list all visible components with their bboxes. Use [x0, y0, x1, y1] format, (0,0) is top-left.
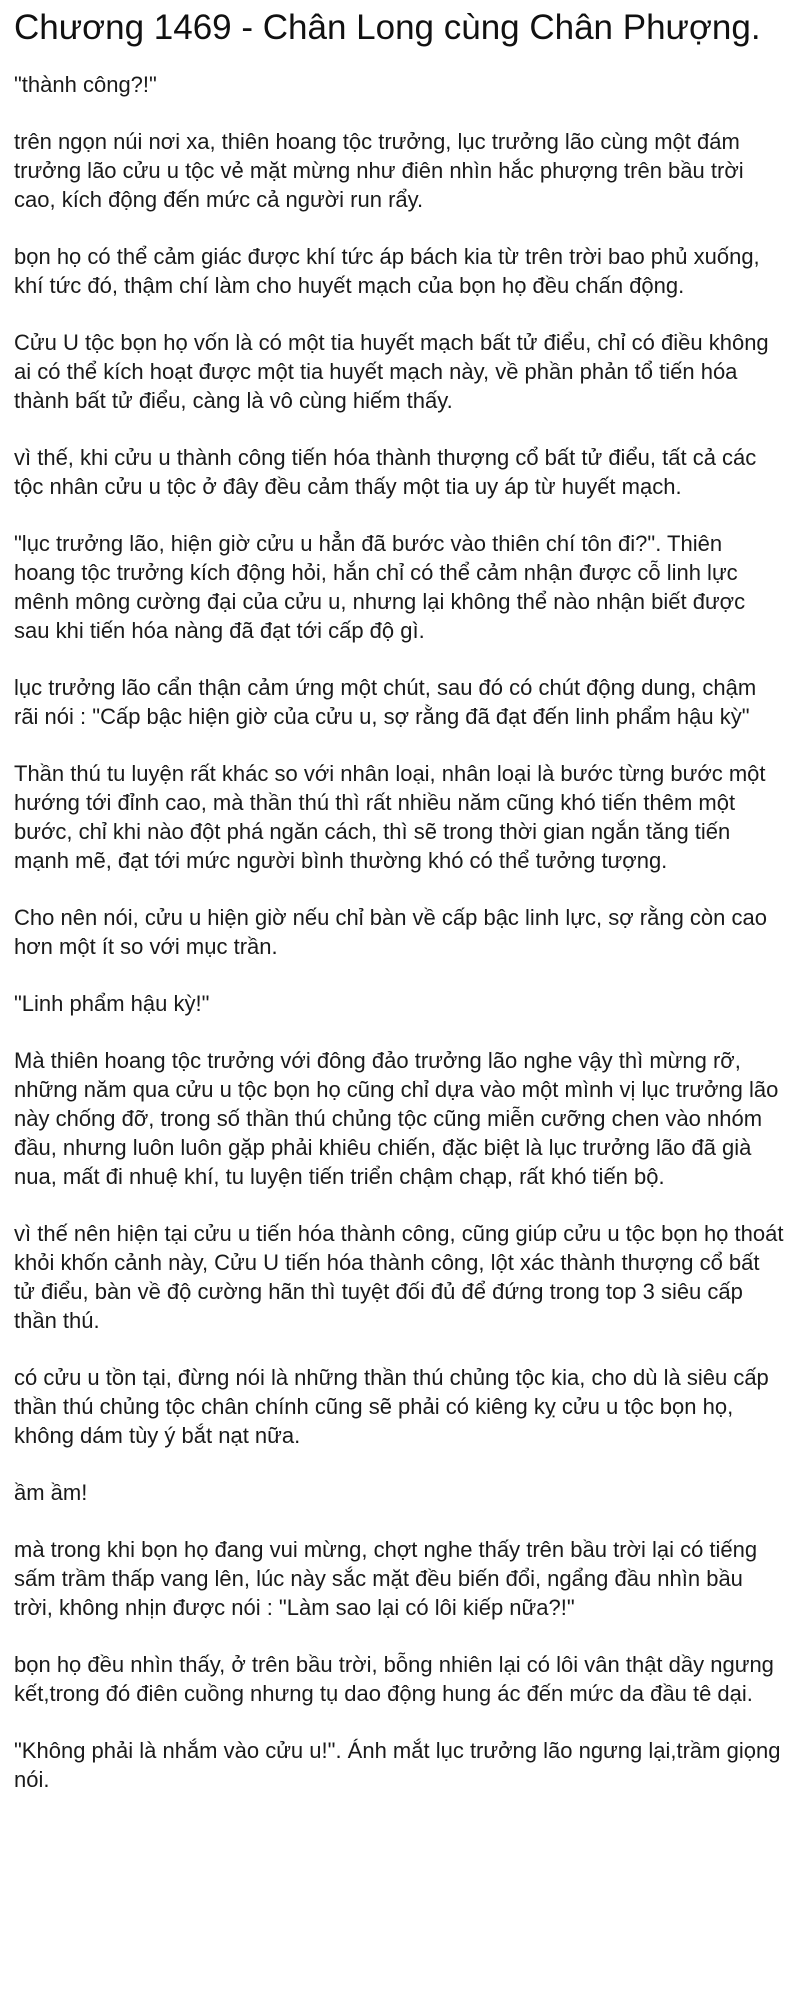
- paragraph: Thần thú tu luyện rất khác so với nhân loại, nhân loại là bước từng bước một hướng tới đỉnh cao, mà thần thú thì rất nhiều năm cũng khó tiến thêm một bước, chỉ khi nào đột phá ngăn cách, thì sẽ trong thời gian ngắn tăng tiến mạnh mẽ, đạt tới mức người bình thường khó có thể tưởng tượng.: [14, 761, 766, 873]
- paragraph: mà trong khi bọn họ đang vui mừng, chợt nghe thấy trên bầu trời lại có tiếng sấm trầm thấp vang lên, lúc này sắc mặt đều biến đổi, ngẩng đầu nhìn bầu trời, không nhịn được nói : "Làm sao lại có lôi kiếp nữa?!": [14, 1537, 758, 1620]
- paragraph: lục trưởng lão cẩn thận cảm ứng một chút, sau đó có chút động dung, chậm rãi nói : "Cấp bậc hiện giờ của cửu u, sợ rằng đã đạt đến linh phẩm hậu kỳ": [14, 675, 757, 729]
- paragraph: "thành công?!": [14, 72, 157, 97]
- paragraph: bọn họ có thể cảm giác được khí tức áp bách kia từ trên trời bao phủ xuống, khí tức đó, thậm chí làm cho huyết mạch của bọn họ đều chấn động.: [14, 244, 760, 298]
- paragraph: "lục trưởng lão, hiện giờ cửu u hẳn đã bước vào thiên chí tôn đi?". Thiên hoang tộc trưởng kích động hỏi, hắn chỉ có thể cảm nhận được cỗ linh lực mênh mông cường đại của cửu u, nhưng lại không thể nào nhận biết được sau khi tiến hóa nàng đã đạt tới cấp độ gì.: [14, 531, 746, 643]
- paragraph: "Không phải là nhắm vào cửu u!". Ánh mắt lục trưởng lão ngưng lại,trầm giọng nói.: [14, 1738, 781, 1792]
- paragraph: Mà thiên hoang tộc trưởng với đông đảo trưởng lão nghe vậy thì mừng rỡ, những năm qua cửu u tộc bọn họ cũng chỉ dựa vào một mình vị lục trưởng lão này chống đỡ, trong số thần thú chủng tộc cũng miễn cưỡng chen vào nhóm đầu, nhưng luôn luôn gặp phải khiêu chiến, đặc biệt là lục trưởng lão đã già nua, mất đi nhuệ khí, tu luyện tiến triển chậm chạp, rất khó tiến bộ.: [14, 1048, 779, 1189]
- paragraph: bọn họ đều nhìn thấy, ở trên bầu trời, bỗng nhiên lại có lôi vân thật dầy ngưng kết,trong đó điên cuồng nhưng tụ dao động hung ác đến mức da đầu tê dại.: [14, 1652, 774, 1706]
- paragraph: vì thế nên hiện tại cửu u tiến hóa thành công, cũng giúp cửu u tộc bọn họ thoát khỏi khốn cảnh này, Cửu U tiến hóa thành công, lột xác thành thượng cổ bất tử điểu, bàn về độ cường hãn thì tuyệt đối đủ để đứng trong top 3 siêu cấp thần thú.: [14, 1221, 784, 1333]
- paragraph: trên ngọn núi nơi xa, thiên hoang tộc trưởng, lục trưởng lão cùng một đám trưởng lão cửu u tộc vẻ mặt mừng như điên nhìn hắc phượng trên bầu trời cao, kích động đến mức cả người run rẩy.: [14, 129, 744, 212]
- paragraph: Cho nên nói, cửu u hiện giờ nếu chỉ bàn về cấp bậc linh lực, sợ rằng còn cao hơn một ít so với mục trần.: [14, 905, 767, 959]
- paragraph: "Linh phẩm hậu kỳ!": [14, 991, 210, 1016]
- paragraph: Cửu U tộc bọn họ vốn là có một tia huyết mạch bất tử điểu, chỉ có điều không ai có thể kích hoạt được một tia huyết mạch này, về phần phản tổ tiến hóa thành bất tử điểu, càng là vô cùng hiếm thấy.: [14, 330, 769, 413]
- paragraph: có cửu u tồn tại, đừng nói là những thần thú chủng tộc kia, cho dù là siêu cấp thần thú chủng tộc chân chính cũng sẽ phải có kiêng kỵ cửu u tộc bọn họ, không dám tùy ý bắt nạt nữa.: [14, 1365, 769, 1448]
- paragraph: vì thế, khi cửu u thành công tiến hóa thành thượng cổ bất tử điểu, tất cả các tộc nhân cửu u tộc ở đây đều cảm thấy một tia uy áp từ huyết mạch.: [14, 445, 757, 499]
- paragraph: ầm ầm!: [14, 1480, 88, 1505]
- chapter-title: Chương 1469 - Chân Long cùng Chân Phượng.: [14, 8, 761, 47]
